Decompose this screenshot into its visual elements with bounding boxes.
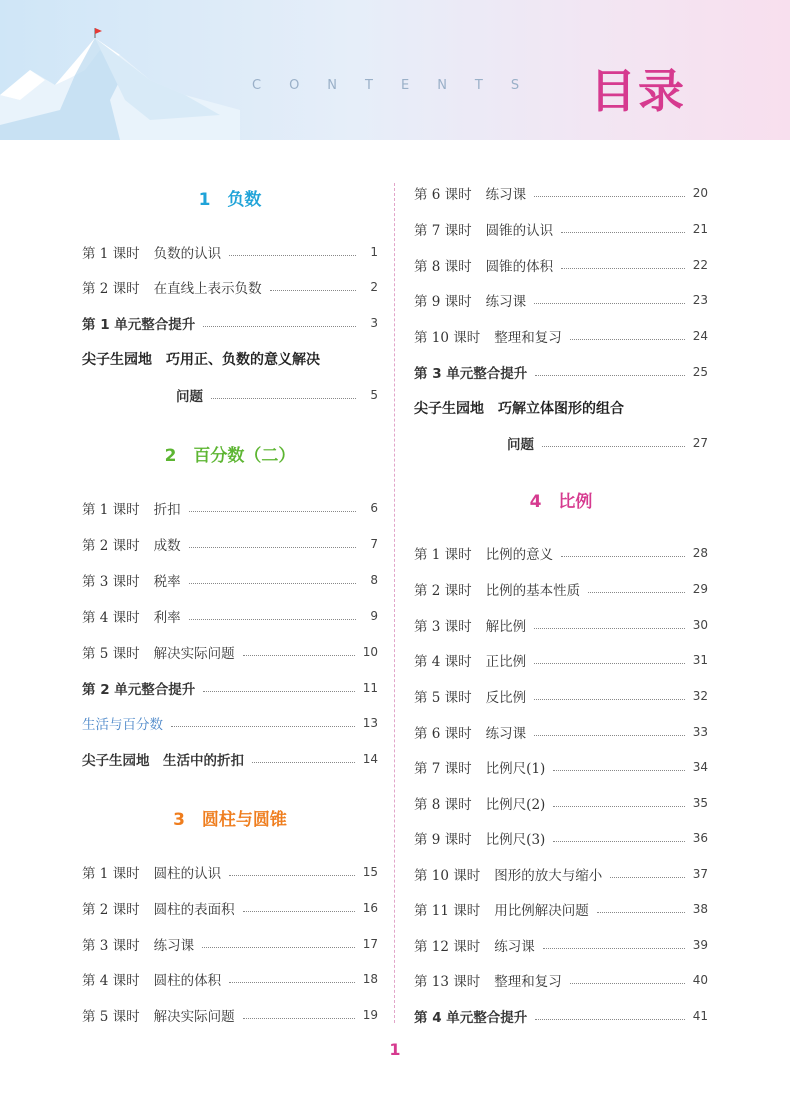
section-title-2[interactable]: 2 百分数（二）: [164, 446, 296, 466]
section-title-1[interactable]: 1 负数: [198, 190, 262, 210]
toc-entry[interactable]: 第 7 课时 比例尺(1) 34: [414, 760, 708, 777]
toc-entry[interactable]: 第 6 课时 练习课 33: [414, 725, 708, 742]
toc-entry[interactable]: 第 13 课时 整理和复习 40: [414, 973, 708, 990]
toc-entry[interactable]: 第 3 课时 练习课 17: [82, 937, 378, 954]
toc-entry[interactable]: 第 9 课时 练习课 23: [414, 293, 708, 310]
toc-entry[interactable]: 第 8 课时 比例尺(2) 35: [414, 796, 708, 813]
toc-entry-unit-review[interactable]: 第 3 单元整合提升 25: [414, 365, 708, 382]
toc-entry[interactable]: 第 2 课时 在直线上表示负数 2: [82, 280, 378, 297]
toc-entry[interactable]: 第 4 课时 圆柱的体积 18: [82, 972, 378, 989]
toc-entry[interactable]: 第 1 课时 折扣 6: [82, 501, 378, 518]
toc-entry-life[interactable]: 生活与百分数 13: [82, 716, 378, 733]
page-title: 目录: [590, 64, 686, 118]
toc-entry-unit-review[interactable]: 第 4 单元整合提升 41: [414, 1009, 708, 1026]
toc-entry[interactable]: 第 2 课时 圆柱的表面积 16: [82, 901, 378, 918]
toc-entry[interactable]: 第 11 课时 用比例解决问题 38: [414, 902, 708, 919]
toc-entry-advanced[interactable]: 尖子生园地 生活中的折扣 14: [82, 752, 378, 769]
toc-entry[interactable]: 第 3 课时 税率 8: [82, 573, 378, 590]
toc-entry-advanced[interactable]: 尖子生园地 巧解立体图形的组合: [414, 401, 624, 417]
toc-entry[interactable]: 第 3 课时 解比例 30: [414, 618, 708, 635]
mountain-icon: [0, 0, 240, 140]
toc-entry-advanced-cont[interactable]: 问题 27: [507, 436, 708, 453]
toc-entry[interactable]: 第 4 课时 利率 9: [82, 609, 378, 626]
toc-entry[interactable]: 第 1 课时 负数的认识 1: [82, 245, 378, 262]
toc-entry[interactable]: 第 6 课时 练习课 20: [414, 186, 708, 203]
toc-entry-advanced-cont[interactable]: 问题 5: [176, 388, 378, 405]
toc-entry[interactable]: 第 1 课时 圆柱的认识 15: [82, 865, 378, 882]
toc-entry[interactable]: 第 5 课时 反比例 32: [414, 689, 708, 706]
header-banner: [0, 0, 790, 140]
toc-entry[interactable]: 第 1 课时 比例的意义 28: [414, 546, 708, 563]
contents-word: CONTENTS: [252, 78, 548, 93]
toc-entry[interactable]: 第 7 课时 圆锥的认识 21: [414, 222, 708, 239]
toc-entry[interactable]: 第 2 课时 成数 7: [82, 537, 378, 554]
toc-entry-unit-review[interactable]: 第 2 单元整合提升 11: [82, 681, 378, 698]
column-divider: [394, 183, 395, 1023]
toc-entry[interactable]: 第 5 课时 解决实际问题 19: [82, 1008, 378, 1025]
toc-entry[interactable]: 第 12 课时 练习课 39: [414, 938, 708, 955]
section-title-4[interactable]: 4 比例: [529, 492, 593, 512]
toc-entry[interactable]: 第 9 课时 比例尺(3) 36: [414, 831, 708, 848]
toc-entry[interactable]: 第 4 课时 正比例 31: [414, 653, 708, 670]
toc-entry[interactable]: 第 10 课时 整理和复习 24: [414, 329, 708, 346]
toc-entry[interactable]: 第 10 课时 图形的放大与缩小 37: [414, 867, 708, 884]
page-number: 1: [389, 1040, 401, 1059]
toc-entry-advanced[interactable]: 尖子生园地 巧用正、负数的意义解决: [82, 352, 320, 368]
toc-entry[interactable]: 第 8 课时 圆锥的体积 22: [414, 258, 708, 275]
toc-entry-unit-review[interactable]: 第 1 单元整合提升 3: [82, 316, 378, 333]
section-title-3[interactable]: 3 圆柱与圆锥: [173, 810, 287, 830]
toc-entry[interactable]: 第 2 课时 比例的基本性质 29: [414, 582, 708, 599]
toc-entry[interactable]: 第 5 课时 解决实际问题 10: [82, 645, 378, 662]
